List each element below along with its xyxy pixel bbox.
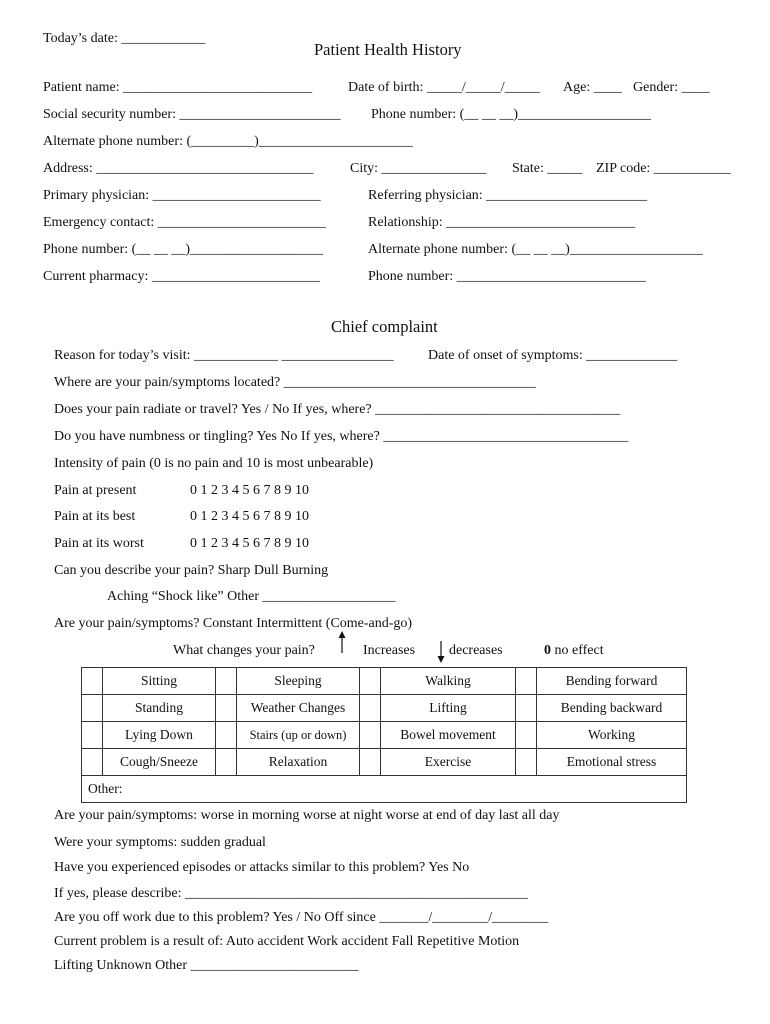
arrow-up-icon xyxy=(337,631,347,653)
no-effect-label xyxy=(544,643,604,659)
age-field[interactable]: Age: ____ xyxy=(563,80,622,95)
factor-cell: Walking xyxy=(381,668,516,695)
emergency-phone-field[interactable]: Phone number: (__ __ __)___________________ xyxy=(43,242,323,257)
factor-cell: Sitting xyxy=(103,668,216,695)
factor-cell: Exercise xyxy=(381,749,516,776)
symptom-timing-question[interactable]: Are your pain/symptoms: worse in morning worse at night worse at end of day last all day xyxy=(54,808,560,823)
factor-cell: Bowel movement xyxy=(381,722,516,749)
zip-field[interactable]: ZIP code: ___________ xyxy=(596,161,731,176)
factor-cell: Emotional stress xyxy=(537,749,687,776)
alternate-phone-field[interactable]: Alternate phone number: (_________)______________________ xyxy=(43,134,413,149)
checkbox-cell[interactable] xyxy=(216,749,237,776)
pain-worst-scale[interactable]: 0 1 2 3 4 5 6 7 8 9 10 xyxy=(190,536,309,551)
state-field[interactable]: State: _____ xyxy=(512,161,583,176)
pain-present-scale[interactable]: 0 1 2 3 4 5 6 7 8 9 10 xyxy=(190,483,309,498)
gender-field[interactable]: Gender: ____ xyxy=(633,80,710,95)
other-factor-field[interactable]: Other: xyxy=(82,776,687,803)
arrow-down-icon xyxy=(436,641,446,663)
factor-cell: Relaxation xyxy=(237,749,360,776)
constant-intermittent-question[interactable]: Are your pain/symptoms? Constant Intermittent (Come-and-go) xyxy=(54,616,413,631)
symptom-onset-type-question[interactable]: Were your symptoms: sudden gradual xyxy=(54,835,266,850)
factor-cell: Lying Down xyxy=(103,722,216,749)
checkbox-cell[interactable] xyxy=(516,749,537,776)
date-of-birth-field[interactable]: Date of birth: _____/_____/_____ xyxy=(348,80,540,95)
checkbox-cell[interactable] xyxy=(360,722,381,749)
reason-for-visit-field[interactable]: Reason for today’s visit: ____________ ________________ xyxy=(54,348,394,363)
factor-cell: Working xyxy=(537,722,687,749)
pain-best-scale[interactable]: 0 1 2 3 4 5 6 7 8 9 10 xyxy=(190,509,309,524)
off-work-question[interactable]: Are you off work due to this problem? Yes / No Off since _______/________/________ xyxy=(54,910,549,925)
city-field[interactable]: City: _______________ xyxy=(350,161,487,176)
episode-description-field[interactable]: If yes, please describe: _________________________________________________ xyxy=(54,886,528,901)
pain-factors-table xyxy=(81,667,687,803)
checkbox-cell[interactable] xyxy=(82,668,103,695)
onset-date-field[interactable]: Date of onset of symptoms: _____________ xyxy=(428,348,678,363)
pain-worst-label: Pain at its worst xyxy=(54,536,144,551)
checkbox-cell[interactable] xyxy=(82,722,103,749)
increases-label: Increases xyxy=(363,643,416,658)
factor-cell: Bending forward xyxy=(537,668,687,695)
emergency-alt-phone-field[interactable]: Alternate phone number: (__ __ __)___________________ xyxy=(368,242,703,257)
ssn-field[interactable]: Social security number: _______________________ xyxy=(43,107,341,122)
pain-best-label: Pain at its best xyxy=(54,509,136,524)
relationship-field[interactable]: Relationship: ___________________________ xyxy=(368,215,636,230)
factor-cell: Stairs (up or down) xyxy=(237,722,360,749)
primary-physician-field[interactable]: Primary physician: ________________________ xyxy=(43,188,321,203)
factor-cell: Bending backward xyxy=(537,695,687,722)
chief-complaint-heading: Chief complaint xyxy=(331,317,438,336)
checkbox-cell[interactable] xyxy=(82,695,103,722)
pain-intensity-instruction: Intensity of pain (0 is no pain and 10 is most unbearable) xyxy=(54,456,374,471)
form-title: Patient Health History xyxy=(314,40,462,59)
factor-cell: Weather Changes xyxy=(237,695,360,722)
checkbox-cell[interactable] xyxy=(516,722,537,749)
phone-field[interactable]: Phone number: (__ __ __)___________________ xyxy=(371,107,651,122)
symptom-location-field[interactable]: Where are your pain/symptoms located? ____________________________________ xyxy=(54,375,536,390)
pain-changes-label: What changes your pain? xyxy=(173,643,315,658)
pain-description-question[interactable]: Can you describe your pain? Sharp Dull Burning xyxy=(54,563,329,578)
table-row xyxy=(82,668,687,695)
problem-cause-options[interactable]: Lifting Unknown Other ________________________ xyxy=(54,958,359,973)
todays-date-field[interactable]: Today’s date: ____________ xyxy=(43,31,206,46)
factor-cell: Standing xyxy=(103,695,216,722)
decreases-label: decreases xyxy=(449,643,503,658)
current-pharmacy-field[interactable]: Current pharmacy: ________________________ xyxy=(43,269,320,284)
emergency-contact-field[interactable]: Emergency contact: ________________________ xyxy=(43,215,326,230)
pain-radiate-question[interactable]: Does your pain radiate or travel? Yes / No If yes, where? ___________________________________ xyxy=(54,402,621,417)
table-row xyxy=(82,749,687,776)
factor-cell: Lifting xyxy=(381,695,516,722)
table-row xyxy=(82,695,687,722)
no-effect-zero: 0 xyxy=(544,643,551,658)
pain-description-options[interactable]: Aching “Shock like” Other ___________________ xyxy=(107,589,396,604)
pharmacy-phone-field[interactable]: Phone number: ___________________________ xyxy=(368,269,646,284)
patient-name-field[interactable]: Patient name: ___________________________ xyxy=(43,80,313,95)
table-row xyxy=(82,722,687,749)
checkbox-cell[interactable] xyxy=(82,749,103,776)
checkbox-cell[interactable] xyxy=(216,722,237,749)
numbness-question[interactable]: Do you have numbness or tingling? Yes No If yes, where? ___________________________________ xyxy=(54,429,629,444)
checkbox-cell[interactable] xyxy=(216,695,237,722)
checkbox-cell[interactable] xyxy=(360,695,381,722)
address-field[interactable]: Address: _______________________________ xyxy=(43,161,314,176)
no-effect-text: no effect xyxy=(551,643,604,658)
checkbox-cell[interactable] xyxy=(216,668,237,695)
problem-cause-question[interactable]: Current problem is a result of: Auto accident Work accident Fall Repetitive Motion xyxy=(54,934,520,949)
factor-cell: Cough/Sneeze xyxy=(103,749,216,776)
pain-present-label: Pain at present xyxy=(54,483,137,498)
previous-episodes-question[interactable]: Have you experienced episodes or attacks similar to this problem? Yes No xyxy=(54,860,470,875)
checkbox-cell[interactable] xyxy=(360,749,381,776)
checkbox-cell[interactable] xyxy=(516,695,537,722)
checkbox-cell[interactable] xyxy=(516,668,537,695)
table-row xyxy=(82,776,687,803)
factor-cell: Sleeping xyxy=(237,668,360,695)
referring-physician-field[interactable]: Referring physician: _______________________ xyxy=(368,188,648,203)
checkbox-cell[interactable] xyxy=(360,668,381,695)
